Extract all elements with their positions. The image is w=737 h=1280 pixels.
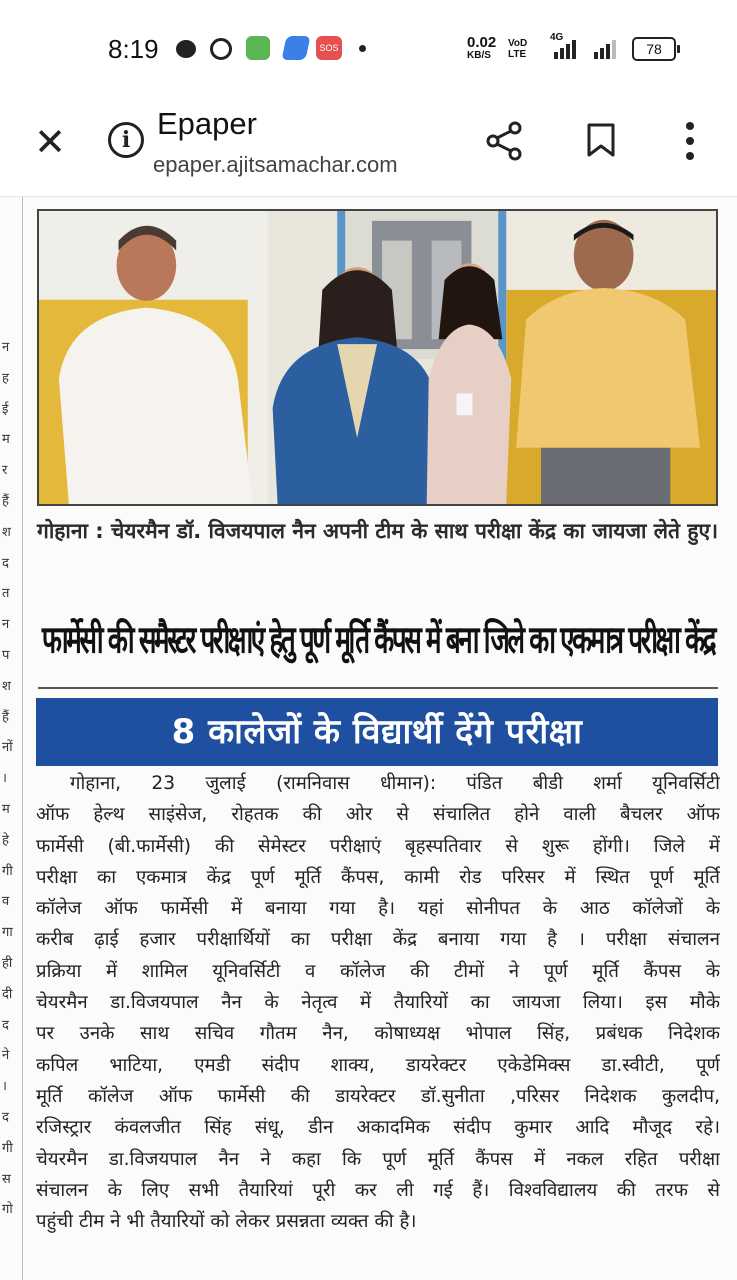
article-body-line: चेयरमैन डा.विजयपाल नैन ने कहा कि पूर्ण मूर्ति कैंपस में नकल रहित परीक्षा <box>36 1148 720 1170</box>
adjacent-column-glyph: ही <box>2 956 13 971</box>
browser-toolbar <box>0 96 737 197</box>
article-body-line: परीक्षा का एकमात्र केंद्र पूर्ण मूर्ति कैंपस, कामी रोड परिसर में स्थित पूर्ण मूर्ति <box>36 866 720 888</box>
adjacent-column-glyph: गो <box>2 1202 13 1218</box>
article-body-line: मूर्ति कॉलेज ऑफ फार्मेसी की डायरेक्टर डॉ.सुनीता ,परिसर निदेशक कुलदीप, <box>36 1085 720 1107</box>
network-speed-unit: KB/S <box>467 50 491 61</box>
article-body-line: कपिल भाटिया, एमडी संदीप शाक्य, डायरेक्टर एकेडेमिक्स डा.स्वीटी, पूर्ण <box>36 1054 720 1076</box>
adjacent-column-glyph: । <box>2 1079 7 1095</box>
adjacent-column-glyph: नों <box>2 740 13 756</box>
article-body-line: संचालन के लिए सभी तैयारियां पूरी कर ली गई हैं। विश्वविद्यालय की तरफ से <box>36 1179 720 1201</box>
signal-strength-icon-2 <box>594 40 618 59</box>
adjacent-column-glyph: प <box>2 648 10 663</box>
adjacent-column-glyph: गा <box>2 925 13 941</box>
network-speed-value: 0.02 <box>467 34 497 51</box>
article-body <box>36 768 720 1237</box>
article-body-line: कॉलेज ऑफ फार्मेसी में बनाया गया है। यहां सोनीपत के आठ कॉलेजों के <box>36 898 720 920</box>
adjacent-column-fragment <box>0 197 23 1280</box>
signal-strength-icon <box>554 40 578 59</box>
headline-divider <box>38 687 718 689</box>
subheadline-banner <box>36 698 718 766</box>
article-body-line: गोहाना, 23 जुलाई (रामनिवास धीमान): पंडित बीडी शर्मा यूनिवर्सिटी <box>70 773 720 794</box>
adjacent-column-glyph: ने <box>2 1048 10 1064</box>
chat-notification-icon <box>176 40 196 58</box>
article-body-line: ऑफ हेल्थ साइंसेज, रोहतक की ओर से संचालित होने वाली बैचलर ऑफ <box>36 804 720 826</box>
share-icon[interactable] <box>484 120 524 162</box>
volte-line-1: VoD <box>508 38 528 49</box>
adjacent-column-glyph: गी <box>2 863 13 879</box>
news-photo <box>37 209 718 506</box>
article-body-line: फार्मेसी (बी.फार्मेसी) की सेमेस्टर परीक्षाएं बृहस्पतिवार से शुरू होंगी। जिले में <box>36 835 720 857</box>
adjacent-column-glyph: द <box>2 555 9 571</box>
article-headline: फार्मेसी की समैस्टर परीक्षाएं हेतु पूर्ण मूर्ति कैंपस में बना जिले का एकमात्र परीक्षा केंद्र <box>41 619 715 663</box>
status-time: 8:19 <box>108 34 159 64</box>
info-icon[interactable]: i <box>108 122 144 158</box>
page-title: Epaper <box>157 106 257 141</box>
adjacent-column-glyph: । <box>2 771 7 787</box>
whatsapp-notification-icon <box>210 38 232 60</box>
adjacent-column-glyph: व <box>2 894 10 910</box>
article-body-line: चेयरमैन डा.विजयपाल नैन के नेतृत्व में तैयारियों का जायजा लिया। इस मौके <box>36 992 720 1014</box>
adjacent-column-glyph: हे <box>2 832 9 848</box>
adjacent-column-glyph: न <box>2 340 10 355</box>
adjacent-column-glyph: स <box>2 1171 11 1187</box>
adjacent-column-glyph: हैं <box>2 709 9 725</box>
article-body-line: रजिस्ट्रार कंवलजीत सिंह संधू, डीन अकादमिक संदीप कुमार आदि मौजूद रहे। <box>36 1117 720 1139</box>
more-vert-icon[interactable] <box>678 120 702 162</box>
battery-icon: 78 <box>632 37 676 61</box>
adjacent-column-glyph: श <box>2 678 11 694</box>
adjacent-column-glyph: द <box>2 1017 9 1033</box>
adjacent-column-glyph: दी <box>2 986 13 1002</box>
adjacent-column-glyph: द <box>2 1110 9 1125</box>
adjacent-column-glyph: र <box>2 463 8 479</box>
page-url[interactable]: epaper.ajitsamachar.com <box>153 152 398 177</box>
volte-indicator <box>508 38 527 60</box>
article-body-line: प्रक्रिया में शामिल यूनिवर्सिटी व कॉलेज की टीमों ने पूर्ण मूर्ति कैंपस के <box>36 960 720 982</box>
epaper-page[interactable] <box>0 197 737 1280</box>
adjacent-column-glyph: गी <box>2 1140 13 1156</box>
adjacent-column-glyph: श <box>2 524 11 540</box>
adjacent-column-glyph: ह <box>2 370 9 386</box>
status-bar <box>0 0 737 96</box>
article-body-line: पहुंची टीम ने भी तैयारियों को लेकर प्रसन्नता व्यक्त की है। <box>36 1211 417 1233</box>
volte-line-2: LTE <box>508 49 527 60</box>
adjacent-column-glyph: न <box>2 617 10 633</box>
network-speed <box>467 36 496 62</box>
shopping-notification-icon <box>246 36 270 60</box>
app-notification-icon <box>281 36 310 60</box>
article-body-line: करीब ढ़ाई हजार परीक्षार्थियों का परीक्षा केंद्र बनाया गया है । परीक्षा संचालन <box>36 929 720 951</box>
sos-icon: SOS <box>316 36 342 60</box>
close-icon[interactable]: ✕ <box>34 120 66 164</box>
adjacent-column-glyph: त <box>2 586 10 602</box>
bookmark-icon[interactable] <box>586 122 616 158</box>
photo-caption: गोहाना : चेयरमैन डॉ. विजयपाल नैन अपनी टीम के साथ परीक्षा केंद्र का जायजा लेते हुए। <box>37 519 719 543</box>
adjacent-column-glyph: हैं <box>2 494 9 509</box>
article-body-line: पर उनके साथ सचिव गौतम नैन, कोषाध्यक्ष भोपाल सिंह, प्रबंधक निदेशक <box>36 1023 720 1045</box>
adjacent-column-glyph: म <box>2 432 10 448</box>
more-notifications-dot-icon <box>359 45 366 52</box>
adjacent-column-glyph: ई <box>2 401 9 417</box>
subheadline-text: 8 कालेजों के विद्यार्थी देंगे परीक्षा <box>171 712 583 752</box>
adjacent-column-glyph: म <box>2 802 10 817</box>
lte-indicator: 4G <box>550 32 564 43</box>
